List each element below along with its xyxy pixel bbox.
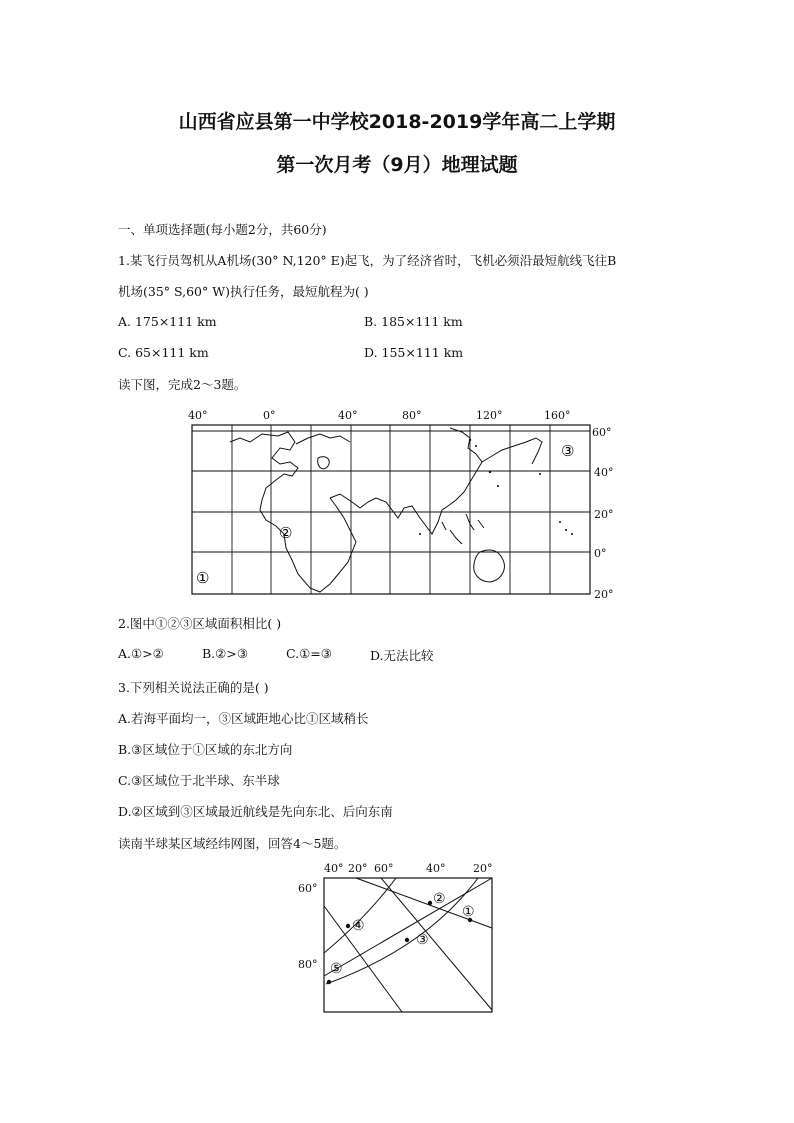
point-2-label: ② — [433, 891, 446, 907]
coastline-drawing — [230, 428, 542, 592]
region-2-label: ② — [279, 524, 293, 542]
q1-option-b: B. 185×111 km — [364, 314, 463, 329]
q3-option-a: A.若海平面均一，③区域距地心比①区域稍长 — [118, 711, 369, 726]
q1-option-c: C. 65×111 km — [118, 345, 209, 360]
point-3-label: ③ — [416, 932, 429, 948]
lat-label-60n: 60° — [592, 426, 612, 439]
map2-lon-label-20b: 20° — [473, 862, 493, 875]
q3-option-c: C.③区域位于北半球、东半球 — [118, 773, 280, 788]
q3-option-d: D.②区域到③区域最近航线是先向东北、后向东南 — [118, 804, 393, 819]
map2-lat-label-60: 60° — [298, 882, 318, 895]
q2-option-a: A.①>② — [118, 646, 164, 661]
q1-stem-line2: 机场(35° S,60° W)执行任务，最短航程为( ) — [118, 284, 369, 299]
read-instruction-2: 读南半球某区域经纬网图，回答4～5题。 — [118, 836, 347, 851]
page-subtitle: 第一次月考（9月）地理试题 — [276, 154, 518, 176]
q3-stem: 3.下列相关说法正确的是( ) — [118, 680, 269, 695]
lat-label-20n: 20° — [594, 508, 614, 521]
world-grid-map — [180, 402, 620, 606]
lat-label-20s: 20° — [594, 588, 614, 601]
q2-stem: 2.图中①②③区域面积相比( ) — [118, 616, 282, 631]
region-3-label: ③ — [561, 442, 575, 460]
map2-lon-label-40b: 40° — [426, 862, 446, 875]
map2-lon-label-20a: 20° — [348, 862, 368, 875]
lon-label-40e: 40° — [338, 409, 358, 422]
q2-option-b: B.②>③ — [202, 646, 249, 661]
q3-option-b: B.③区域位于①区域的东北方向 — [118, 742, 293, 757]
lon-label-0: 0° — [263, 409, 276, 422]
point-5-label: ⑤ — [330, 961, 343, 977]
q1-option-d: D. 155×111 km — [364, 345, 464, 360]
southern-hemisphere-grid-map — [296, 858, 498, 1016]
lon-label-160e: 160° — [544, 409, 571, 422]
map2-lon-label-40a: 40° — [324, 862, 344, 875]
page-title: 山西省应县第一中学校2018-2019学年高二上学期 — [178, 111, 616, 133]
lon-label-40w: 40° — [188, 409, 208, 422]
read-instruction-1: 读下图，完成2～3题。 — [118, 377, 247, 392]
point-4-label: ④ — [352, 918, 365, 934]
section-heading: 一、单项选择题(每小题2分，共60分) — [118, 222, 327, 237]
q2-option-c: C.①=③ — [286, 646, 332, 661]
lat-label-0: 0° — [594, 547, 607, 560]
region-1-label: ① — [196, 569, 210, 587]
point-1-label: ① — [462, 904, 475, 920]
lon-label-120e: 120° — [476, 409, 503, 422]
lat-label-40n: 40° — [594, 466, 614, 479]
map2-lat-label-80: 80° — [298, 958, 318, 971]
q1-stem-line1: 1.某飞行员驾机从A机场(30° N,120° E)起飞，为了经济省时，飞机必须沿最短航线飞往B — [118, 253, 617, 268]
map2-lon-label-60: 60° — [374, 862, 394, 875]
q1-option-a: A. 175×111 km — [118, 314, 217, 329]
lon-label-80e: 80° — [402, 409, 422, 422]
q2-option-d: D.无法比较 — [370, 648, 434, 663]
